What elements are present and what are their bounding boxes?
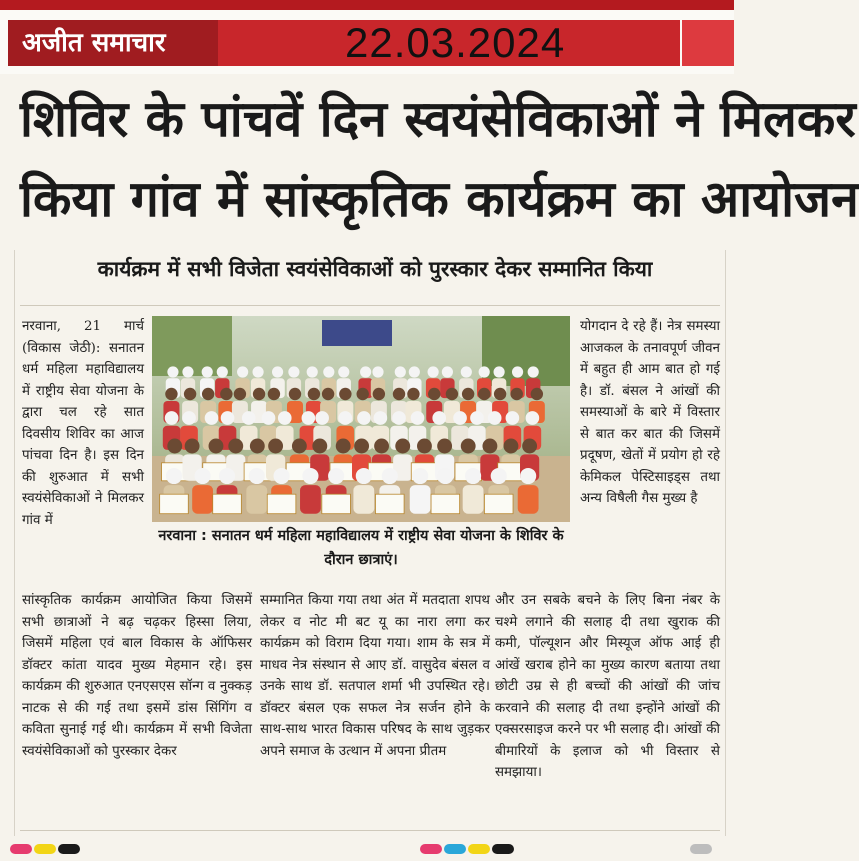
group-photo-illustration (152, 316, 570, 522)
brand-bar (0, 0, 734, 10)
article-column-bottom-1: सांस्कृतिक कार्यक्रम आयोजित किया जिसमें सभी छात्राओं ने बढ़ चढ़कर हिस्सा लिया, जिसमें महिला एवं बाल विकास के ऑफिसर डॉक्टर कांता यादव मुख्य मेहमान रहे। इस कार्यक्रम की शुरुआत एनएसएस सॉन्ग व नुक्कड़ नाटक से की गई तथा इसमें डांस सिंगिंग व कविता सुनाई गई थी। कार्यक्रम में सभी विजेता स्वयंसेविकाओं को पुरस्कार देकर (22, 593, 252, 759)
person-head (465, 468, 481, 484)
person-head (307, 366, 318, 377)
person-head (182, 411, 196, 425)
person-head (417, 439, 432, 454)
person-head (531, 388, 543, 400)
person-head (432, 411, 446, 425)
person-head (338, 411, 352, 425)
person-head (392, 411, 406, 425)
person-head (393, 388, 405, 400)
person-head (312, 439, 327, 454)
person-head (461, 439, 476, 454)
person-head (272, 366, 283, 377)
person-head (356, 468, 372, 484)
person-head (202, 388, 214, 400)
certificate-held (267, 494, 296, 514)
person-head (461, 366, 472, 377)
person-head (482, 439, 497, 454)
person-silhouette (192, 485, 213, 514)
person-head (494, 366, 505, 377)
person-silhouette (353, 485, 374, 514)
footer-rule (20, 830, 720, 831)
certificate-held (375, 494, 404, 514)
caption-place: नरवाना : (158, 528, 207, 544)
person-head (249, 468, 265, 484)
certificate-held (431, 494, 460, 514)
registration-dot-icon (444, 844, 466, 854)
person-head (292, 439, 307, 454)
person-head (374, 439, 389, 454)
person-head (437, 439, 452, 454)
person-head (323, 366, 334, 377)
person-head (234, 388, 246, 400)
person-head (470, 411, 484, 425)
person-head (382, 468, 398, 484)
registration-dot-icon (420, 844, 442, 854)
person-head (428, 366, 439, 377)
caption-text: सनातन धर्म महिला महाविद्यालय में राष्ट्रीय सेवा योजना के शिविर के दौरान छात्राएं। (211, 528, 564, 568)
person-head (302, 468, 318, 484)
person-head (221, 411, 235, 425)
person-head (209, 439, 224, 454)
person-head (428, 388, 440, 400)
person-head (488, 411, 502, 425)
person-head (411, 411, 425, 425)
certificate-held (484, 494, 513, 514)
person-head (250, 439, 265, 454)
person-head (195, 468, 211, 484)
person-head (237, 366, 248, 377)
registration-dot-icon (468, 844, 490, 854)
person-head (252, 366, 263, 377)
person-head (328, 468, 344, 484)
person-head (412, 468, 428, 484)
issue-date: 22.03.2024 (345, 19, 566, 66)
person-head (373, 388, 385, 400)
person-head (302, 411, 316, 425)
article-column-left: नरवाना, 21 मार्च (विकास जेठी): सनातन धर्म महिला महाविद्यालय में राष्ट्रीय सेवा योजना के द्वारा चल रहे सात दिवसीय शिविर का आज पांचवा दिन है। इस दिन की शुरुआत में सभी स्वयंसेविकाओं ने मिलकर गांव में (22, 319, 144, 528)
headline-line-1: शिविर के पांचवें दिन स्वयंसेविकाओं ने मिलकर (20, 90, 856, 148)
person-silhouette (410, 485, 431, 514)
person-head (205, 411, 219, 425)
person-head (442, 366, 453, 377)
person-head (202, 366, 213, 377)
person-head (182, 366, 193, 377)
person-head (520, 468, 536, 484)
person-head (253, 388, 265, 400)
person-head (262, 411, 276, 425)
person-head (268, 388, 280, 400)
registration-dot-icon (492, 844, 514, 854)
person-head (278, 411, 292, 425)
registration-dot-icon (58, 844, 80, 854)
person-head (217, 366, 228, 377)
event-group-photo (152, 316, 570, 522)
person-head (504, 439, 519, 454)
person-head (165, 411, 179, 425)
masthead (0, 0, 734, 74)
paper-name: अजीत समाचार (8, 20, 218, 66)
person-head (360, 366, 371, 377)
certificate-held (213, 494, 242, 514)
person-head (511, 388, 523, 400)
registration-dot-icon (10, 844, 32, 854)
person-head (526, 411, 540, 425)
person-head (372, 366, 383, 377)
person-head (494, 388, 506, 400)
person-head (512, 366, 523, 377)
registration-dot-icon (34, 844, 56, 854)
person-head (374, 411, 388, 425)
person-head (166, 468, 182, 484)
registration-dot-icon (690, 844, 712, 854)
person-head (522, 439, 537, 454)
person-silhouette (463, 485, 484, 514)
headline-line-2: किया गांव में सांस्कृतिक कार्यक्रम का आयोजन (20, 170, 859, 228)
person-silhouette (300, 485, 321, 514)
person-head (288, 366, 299, 377)
person-head (167, 366, 178, 377)
person-head (357, 411, 371, 425)
person-head (506, 411, 520, 425)
person-head (268, 439, 283, 454)
photo-caption (152, 524, 570, 580)
person-head (228, 439, 243, 454)
subheadline: कार्यक्रम में सभी विजेता स्वयंसेविकाओं को पुरस्कार देकर सम्मानित किया (97, 257, 653, 281)
person-silhouette (246, 485, 267, 514)
person-head (491, 468, 507, 484)
person-head (357, 388, 369, 400)
person-head (219, 468, 235, 484)
person-head (322, 388, 334, 400)
person-head (220, 388, 232, 400)
person-head (446, 388, 458, 400)
person-head (308, 388, 320, 400)
person-head (336, 439, 351, 454)
person-head (395, 439, 410, 454)
person-head (354, 439, 369, 454)
person-head (453, 411, 467, 425)
subheadline-rule (20, 305, 720, 306)
person-head (167, 439, 182, 454)
person-head (165, 388, 177, 400)
article-column-right: योगदान दे रहे हैं। नेत्र समस्या आजकल के तनावपूर्ण जीवन में बहुत ही आम बात हो गई है। डॉ. बंसल ने आंखों की समस्याओं के बारे में विस्तार से बात कर बात की जिसमें प्रदूषण, खेतों में प्रयोग हो रहे केमिकल पेस्टिसाइड्स तथा अन्य विषैली गैस मुख्य है (580, 319, 720, 506)
certificate-held (322, 494, 351, 514)
person-head (339, 388, 351, 400)
person-head (479, 366, 490, 377)
person-head (289, 388, 301, 400)
right-gutter-adjacent-column (725, 250, 734, 840)
article-column-bottom-2: सम्मानित किया गया तथा अंत में मतदाता शपथ लेकर व नोट मी बट यू का नारा लगा कर कार्यक्रम को विराम दिया गया। शाम के सत्र में माधव नेत्र संस्थान से आए डॉ. वासुदेव बंसल व उनके साथ डॉ. सतपाल शर्मा भी उपस्थित रहे। डॉक्टर बंसल एक सफल नेत्र सर्जन होने के साथ-साथ भारत विकास परिषद के साथ जुड़कर अपने समाज के उत्थान में अपना प्रीतम (260, 593, 490, 759)
left-gutter-adjacent-column (0, 250, 15, 840)
registration-bar (0, 836, 734, 861)
person-head (478, 388, 490, 400)
person-head (273, 468, 289, 484)
person-head (409, 366, 420, 377)
article-column-bottom-3: और उन सबके बचने के लिए बिना नंबर के चश्मे लगाने की सलाह दी तथा खुराक की कमी, पॉल्यूशन और मिस्यूज ऑफ आई ही आंखें खराब होने का मुख्य कारण बताया तथा छोटी उम्र से ही बच्चों की आंखों की जांच करवाने की सलाह दी तथा इन्होंने आंखों की एक्सरसाइज करने पर भी सलाह दी। आंखों की बीमारियों के इलाज को भी विस्तार से समझाया। (495, 593, 720, 780)
person-head (242, 411, 256, 425)
masthead-corner-block (682, 20, 734, 66)
person-head (315, 411, 329, 425)
person-head (185, 439, 200, 454)
person-head (407, 388, 419, 400)
person-head (184, 388, 196, 400)
person-head (462, 388, 474, 400)
person-silhouette (518, 485, 539, 514)
person-head (338, 366, 349, 377)
certificate-held (160, 494, 189, 514)
person-head (528, 366, 539, 377)
person-head (395, 366, 406, 377)
person-head (437, 468, 453, 484)
